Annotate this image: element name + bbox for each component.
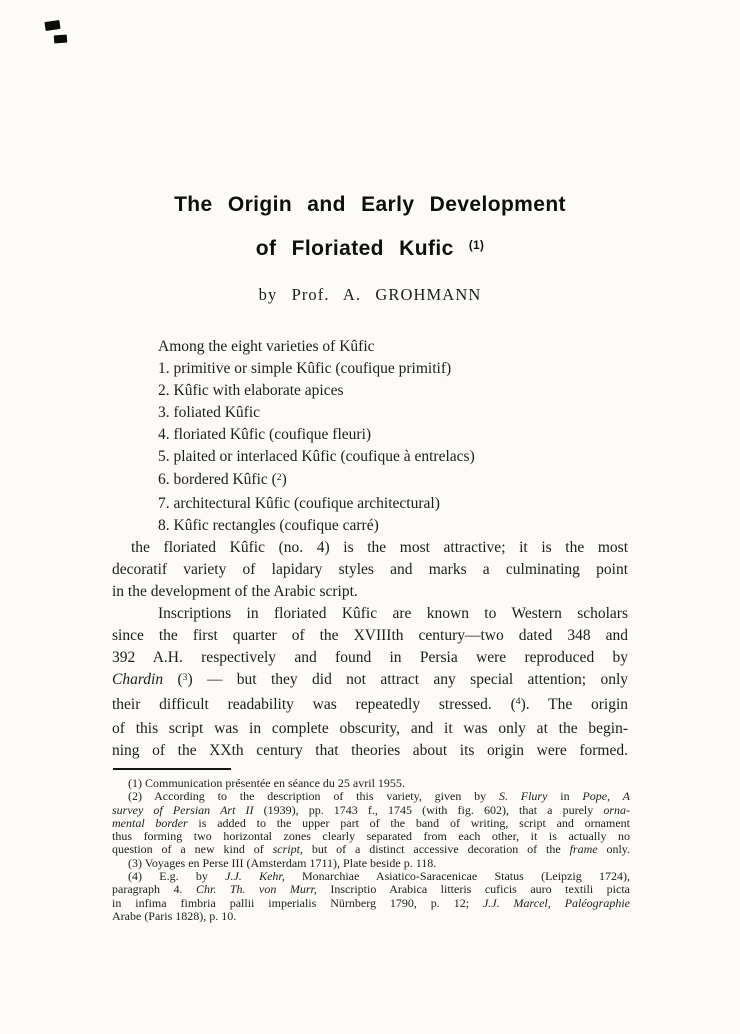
title-block — [0, 193, 740, 305]
body-line — [112, 446, 628, 468]
text-run: 3. foliated Kûfic — [158, 404, 261, 422]
text-run: 5. plaited or interlaced Kûfic (coufique à entrelacs) — [158, 448, 475, 466]
body-line — [112, 358, 628, 380]
body-line — [112, 402, 628, 424]
text-run: Inscriptions in floriated Kûfic are known to Western scholars — [158, 605, 628, 623]
footnote-line — [112, 817, 630, 830]
body-line — [112, 581, 628, 603]
text-run: ). The origin — [520, 695, 628, 713]
superscript-ref: 4 — [515, 696, 521, 708]
text-run: orna- — [603, 802, 630, 817]
superscript-ref: (1) — [468, 240, 485, 253]
text-run: (1) Communication présentée en séance du 25 avril 1955. — [128, 776, 405, 790]
footnote-line — [112, 857, 630, 870]
text-run: their difficult readability was repeatedly stressed. ( — [112, 695, 516, 713]
text-run: Paléographie — [564, 895, 631, 910]
text-run: paragraph 4. — [112, 882, 196, 897]
text-run: J.J. Kehr, — [225, 869, 285, 884]
body-line — [112, 424, 628, 446]
text-run: frame — [569, 842, 598, 857]
text-run: 8. Kûfic rectangles (coufique carré) — [158, 516, 379, 534]
text-run: J.J. Marcel, — [482, 895, 551, 910]
footnote-line — [112, 910, 630, 923]
body-line — [112, 515, 628, 537]
text-run: mental border — [112, 815, 188, 830]
body-line — [112, 669, 628, 693]
body-line — [112, 647, 628, 669]
body-line — [112, 380, 628, 402]
text-run: (1939), pp. 1743 f., 1745 (with fig. 602), that a purely — [253, 802, 604, 817]
footnote-line — [112, 870, 630, 883]
text-run: Chardin — [112, 671, 164, 689]
text-run: in infima fimbria pallii imperialis Nürnberg 1790, p. 12; — [112, 895, 483, 910]
text-run: ) — [281, 470, 287, 488]
footnote-line — [112, 897, 630, 910]
text-run: ning of the XXth century that theories about its origin were formed. — [112, 741, 628, 759]
text-run: (4) E.g. by — [128, 869, 226, 884]
footnote-line — [112, 830, 630, 843]
author-byline: by Prof. A. GROHMANN — [258, 285, 482, 304]
text-run — [551, 896, 565, 910]
article-title-line1: The Origin and Early Development — [174, 193, 566, 216]
text-run: Chr. Th. von Murr, — [195, 882, 317, 897]
text-run: the floriated Kûfic (no. 4) is the most attractive; it is the most — [131, 538, 628, 556]
footnote-line — [112, 804, 630, 817]
text-run: 1. primitive or simple Kûfic (coufique primitif) — [158, 360, 452, 378]
body-line — [112, 740, 628, 762]
body-line — [112, 537, 628, 559]
text-run: Pope, A — [582, 789, 630, 804]
body-line — [112, 559, 628, 581]
footnote-line — [112, 790, 630, 803]
text-run: Inscriptio Arabica litteris cuficis auro textili picta — [316, 882, 630, 897]
text-run: since the first quarter of the XVIIIth century—two dated 348 and — [112, 627, 628, 645]
text-run: 392 A.H. respectively and found in Persia were reproduced by — [112, 649, 628, 667]
text-run: (2) According to the description of this variety, given by — [128, 789, 499, 804]
footnote-line — [112, 883, 630, 896]
article-title-line2 — [0, 237, 740, 261]
text-run: script, — [272, 842, 303, 857]
text-run: Among the eight varieties of Kûfic — [158, 338, 375, 355]
scan-artifact-ink-mark — [44, 20, 60, 31]
body-line — [112, 694, 628, 718]
body-line — [112, 603, 628, 625]
text-run: 6. bordered Kûfic ( — [158, 470, 277, 488]
text-run: ) — but they did not attract any special attention; only — [187, 671, 629, 689]
body-line — [112, 469, 628, 493]
text-run: but of a distinct accessive decoration of the — [302, 842, 570, 857]
body-line — [112, 625, 628, 647]
body-line — [112, 336, 628, 358]
text-run: of Floriated Kufic — [255, 237, 469, 260]
text-run: (3) Voyages en Perse III (Amsterdam 1711), Plate beside p. 118. — [128, 855, 437, 870]
footnote-line — [112, 777, 630, 790]
text-run: only. — [597, 842, 631, 857]
text-run: ( — [163, 671, 183, 689]
text-run: in the development of the Arabic script. — [112, 583, 358, 601]
text-run: question of a new kind of — [112, 842, 273, 857]
text-run: decoratif variety of lapidary styles and marks a culminating point — [112, 560, 628, 578]
text-run: of this script was in complete obscurity, and it was only at the begin- — [112, 719, 628, 737]
text-run: Monarchiae Asiatico-Saracenicae Status (Leipzig 1724), — [284, 869, 630, 884]
superscript-ref: 2 — [276, 471, 282, 483]
article-body — [112, 336, 628, 762]
text-run: in — [547, 789, 583, 804]
text-run: S. Flury — [498, 789, 548, 804]
footnotes-block — [112, 777, 630, 923]
text-run: 2. Kûfic with elaborate apices — [158, 382, 344, 400]
scan-artifact-ink-mark — [54, 35, 68, 44]
text-run: 4. floriated Kûfic (coufique fleuri) — [158, 426, 372, 444]
text-run: thus forming two horizontal zones clearly separated from each other, it is actually no — [112, 829, 630, 844]
text-run: is added to the upper part of the band of writing, script and ornament — [187, 815, 630, 830]
text-run: 7. architectural Kûfic (coufique architectural) — [158, 494, 440, 512]
text-run: Arabe (Paris 1828), p. 10. — [112, 908, 237, 923]
body-line — [112, 718, 628, 740]
footnote-divider — [113, 768, 231, 770]
text-run: survey of Persian Art II — [112, 802, 254, 817]
footnote-line — [112, 843, 630, 856]
superscript-ref: 3 — [182, 672, 188, 684]
body-line — [112, 493, 628, 515]
